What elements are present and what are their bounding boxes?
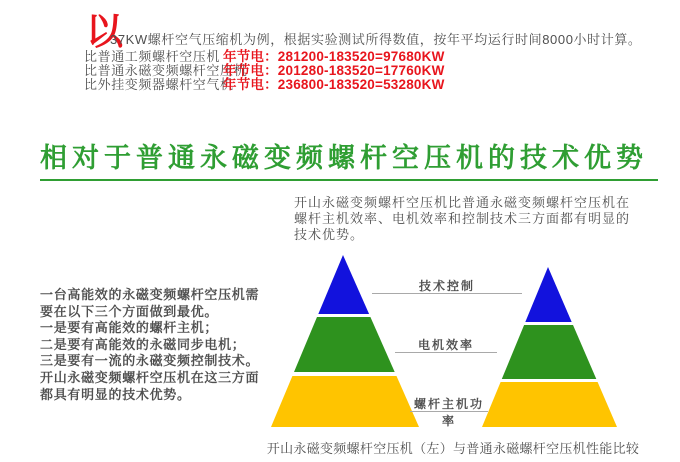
description-line: 技术优势。 <box>294 227 365 243</box>
note-line: 三是要有一流的永磁变频控制技术。 <box>40 353 260 369</box>
savings-value: 年节电：236800-183520=53280KW <box>223 77 445 92</box>
layer-label-control: 技术控制 <box>372 277 522 294</box>
savings-value: 年节电：201280-183520=17760KW <box>223 63 445 78</box>
left-pyramid-control-layer <box>318 255 369 314</box>
right-pyramid-motor-layer <box>502 325 597 379</box>
comparison-label: 比外挂变频器螺杆空气机 <box>84 77 234 92</box>
note-line: 都具有明显的技术优势。 <box>40 386 191 402</box>
section-title: 相对于普通永磁变频螺杆空压机的技术优势 <box>40 136 658 181</box>
description-line: 开山永磁变频螺杆空压机比普通永磁变频螺杆空压机在 <box>294 195 631 210</box>
diagram-caption: 开山永磁变频螺杆空压机（左）与普通永磁螺杆空压机性能比较 <box>266 441 640 456</box>
description-line: 螺杆主机效率、电机效率和控制技术三方面都有明显的 <box>294 211 631 227</box>
lead-character: 以 <box>86 11 123 52</box>
savings-value: 年节电：281200-183520=97680KW <box>223 49 445 64</box>
note-line: 一台高能效的永磁变频螺杆空压机需 <box>40 287 260 302</box>
note-line: 二是要有高能效的永磁同步电机； <box>40 336 246 352</box>
layer-label-motor: 电机效率 <box>395 336 497 353</box>
note-line: 要在以下三个方面做到最优。 <box>40 303 219 319</box>
comparison-label: 比普通永磁变频螺杆空压机 <box>84 63 248 78</box>
note-line: 开山永磁变频螺杆空压机在这三方面 <box>40 369 260 385</box>
right-pyramid-control-layer <box>525 267 571 322</box>
note-line: 一是要有高能效的螺杆主机； <box>40 320 219 336</box>
intro-line: 37KW螺杆空气压缩机为例，根据实验测试所得数值，按年平均运行时间8000小时计算。 <box>110 32 642 47</box>
left-pyramid-airend-layer <box>271 376 419 427</box>
comparison-label: 比普通工频螺杆空压机 <box>84 49 221 64</box>
layer-label-airend: 螺杆主机功率 <box>410 395 488 412</box>
left-pyramid-motor-layer <box>294 317 395 372</box>
right-pyramid-airend-layer <box>482 382 617 427</box>
